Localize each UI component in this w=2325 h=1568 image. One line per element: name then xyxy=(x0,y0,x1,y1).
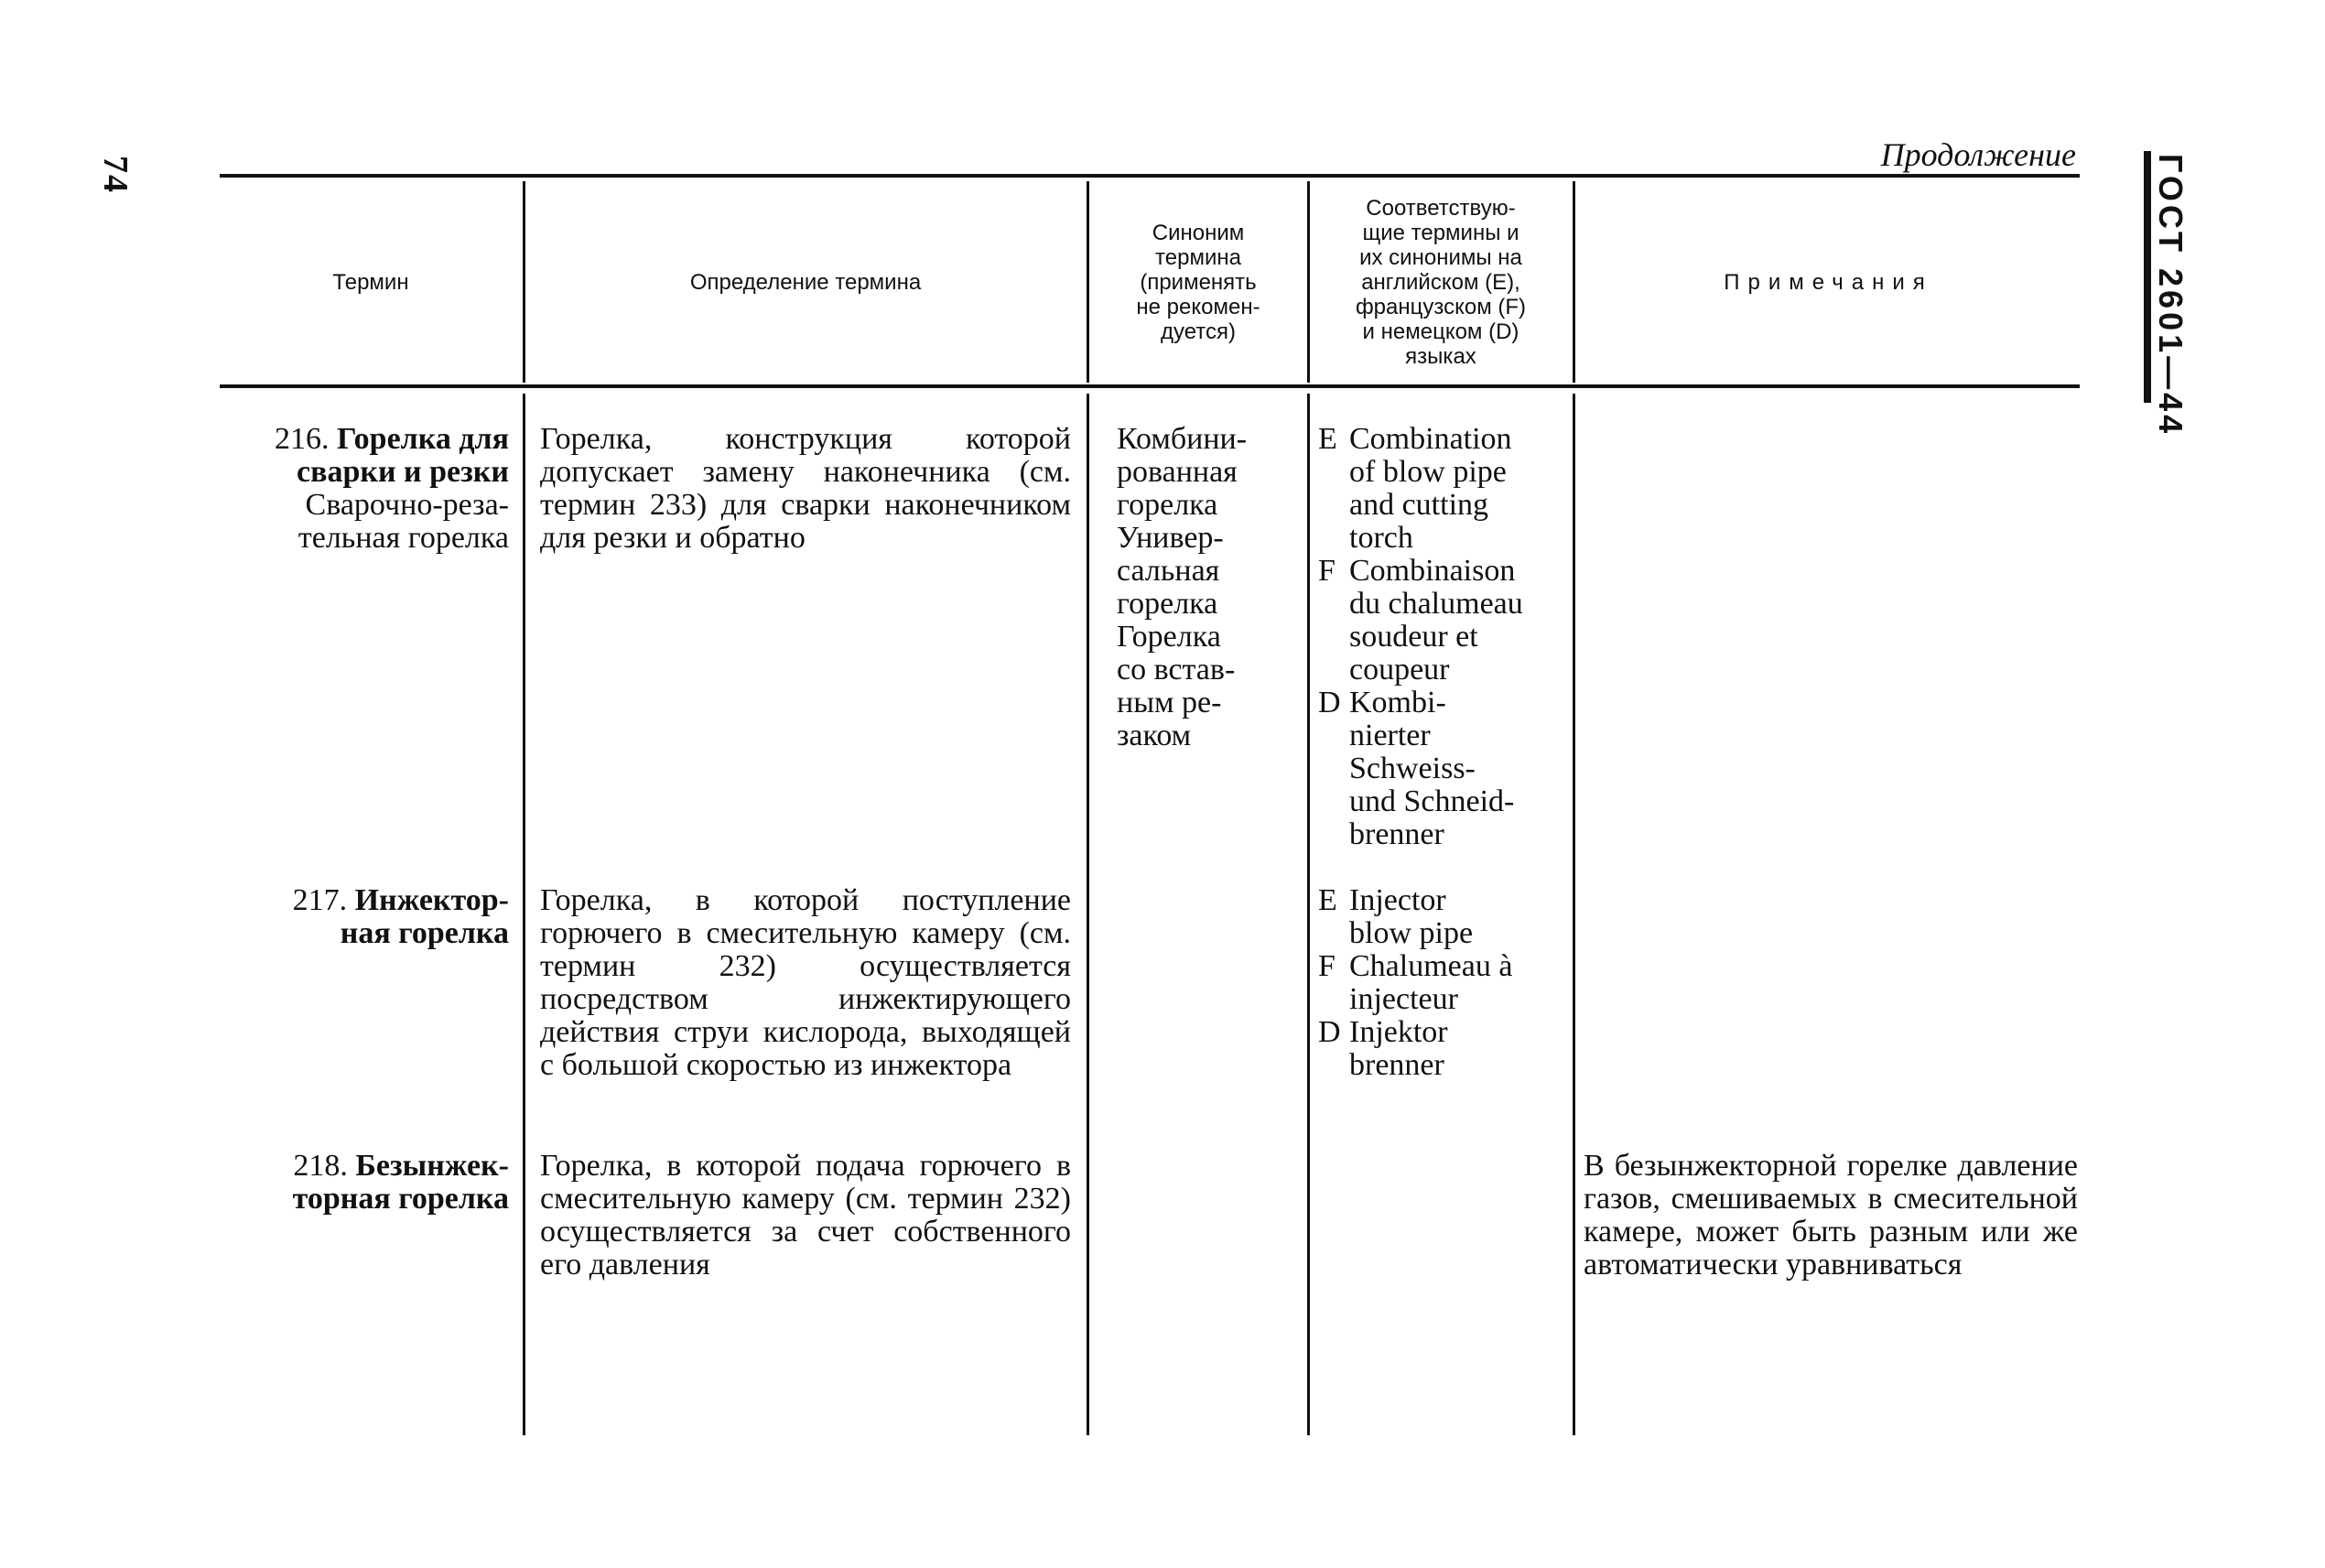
definition-218: Горелка, в которой подача горючего в смесительную камеру (см. термин 232) осуществляется за счет собственного его давления xyxy=(540,1149,1071,1281)
definition-216: Горелка, конструкция которой допускает замену наконечника (см. термин 233) для сварки наконечником для резки и обратно xyxy=(540,422,1071,555)
col-divider-3-body xyxy=(1307,394,1310,1435)
equivalent-en: E Combination of blow pipe and cutting torch xyxy=(1318,422,1512,555)
table-top-rule xyxy=(220,174,2080,178)
header-equivalents: Соответствую- щие термины и их синонимы на английском (Е), французском (F) и немецком (D) языках xyxy=(1355,195,1527,369)
col-divider-4-header xyxy=(1573,181,1575,383)
gost-code: ГОСТ 2601—44 xyxy=(2152,154,2190,438)
header-bottom-rule xyxy=(220,384,2080,388)
term-name: Горелка для сварки и резки xyxy=(297,422,509,489)
term-number: 218. xyxy=(293,1149,348,1183)
term-number: 216. xyxy=(275,422,330,456)
equivalent-fr: F Chalumeau à injecteur xyxy=(1318,949,1513,1016)
term-name: Безынжек- торная горелка xyxy=(292,1149,509,1216)
term-variant: Сварочно-реза- тельная горелка xyxy=(297,488,509,555)
definition-217: Горелка, в которой поступление горючего в смесительную камеру (см. термин 232) осуществляется посредством инжектирующего действия струи кислорода, выходящей с большой скоростью из инжектора xyxy=(540,883,1071,1082)
term-cell-216 xyxy=(220,423,509,555)
equivalent-en: E Injector blow pipe xyxy=(1318,883,1474,950)
term-cell-218 xyxy=(220,1150,509,1216)
col-divider-2-body xyxy=(1087,394,1089,1435)
equivalents-217 xyxy=(1318,884,1567,1082)
continuation-label: Продолжение xyxy=(1880,136,2076,173)
equivalents-216 xyxy=(1318,423,1567,851)
col-divider-4-body xyxy=(1573,394,1575,1435)
header-notes: Примечания xyxy=(1724,269,1933,295)
header-synonym: Синоним термина (применять не рекомен- дуется) xyxy=(1136,220,1260,344)
header-definition: Определение термина xyxy=(689,269,922,295)
equivalent-de: D Kombi- nierter Schweiss- und Schneid- brenner xyxy=(1318,686,1515,851)
col-divider-3-header xyxy=(1307,181,1310,383)
header-term: Термин xyxy=(332,269,409,295)
col-divider-2-header xyxy=(1087,181,1089,383)
notes-218: В безынжекторной горелке давление газов, смешиваемых в смесительной камере, может быть разным или же автоматически уравниваться xyxy=(1584,1149,2078,1281)
page-number: 74 xyxy=(96,156,135,194)
synonym-216: Комбини- рованная горелка Универ- сальная горелка Горелка со встав- ным ре- заком xyxy=(1117,422,1248,752)
term-name: Инжектор- ная горелка xyxy=(340,883,509,950)
equivalent-de: D Injektor brenner xyxy=(1318,1015,1448,1082)
col-divider-1-body xyxy=(523,394,525,1435)
col-divider-1-header xyxy=(523,181,525,383)
term-number: 217. xyxy=(292,883,348,917)
gost-sidebar-rule xyxy=(2144,151,2151,403)
term-cell-217 xyxy=(220,884,509,950)
equivalent-fr: F Combinaison du chalumeau soudeur et coupeur xyxy=(1318,554,1523,687)
